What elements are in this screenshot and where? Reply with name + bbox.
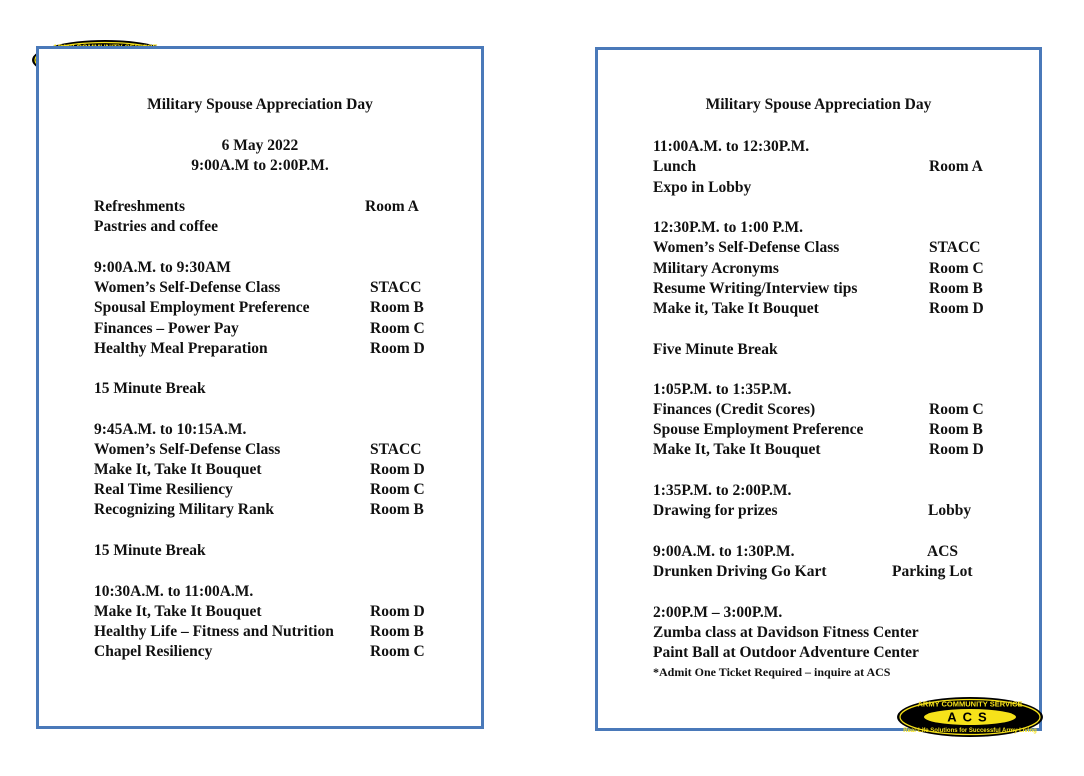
session-room: Room D [370,340,425,357]
session-room: Room D [929,300,984,317]
session-room: Room C [370,481,425,498]
session-name: Chapel Resiliency [94,643,213,660]
time-slot: 11:00A.M. to 12:30P.M. [653,138,810,155]
session-name: Finances – Power Pay [94,320,239,337]
session-room: Room B [370,623,424,640]
time-slot: 9:45A.M. to 10:15A.M. [94,421,247,438]
logo-bottom-text: Real-Life Solutions for Successful Army Living [903,728,1037,734]
schedule-page-left [36,46,484,729]
time-slot: 10:30A.M. to 11:00A.M. [94,583,254,600]
time-slot: 9:00A.M. to 1:30P.M. [653,543,795,560]
logo-main-text: ACS [947,709,993,725]
session-room: ACS [927,543,959,560]
time-slot: 1:05P.M. to 1:35P.M. [653,381,792,398]
event-date: 6 May 2022 [221,137,299,154]
page-title: Military Spouse Appreciation Day [147,96,373,113]
refreshments-detail: Pastries and coffee [94,218,218,235]
session-name: Lunch [653,158,697,175]
break-label: 15 Minute Break [94,542,206,559]
session-name: Military Acronyms [653,260,779,277]
session-room: Room D [929,441,984,458]
session-name: Make it, Take It Bouquet [653,300,819,317]
session-room: STACC [370,279,422,296]
session-room: STACC [929,239,981,256]
session-room: Room D [370,603,425,620]
session-name: Spousal Employment Preference [94,299,310,316]
session-name: Drawing for prizes [653,502,778,519]
session-name: Make It, Take It Bouquet [94,461,262,478]
session-room: Room D [370,461,425,478]
event-hours: 9:00A.M to 2:00P.M. [191,157,329,174]
session-room: Room C [929,401,984,418]
schedule-page-right [595,47,1042,731]
session-name: Real Time Resiliency [94,481,233,498]
session-name: Spouse Employment Preference [653,421,864,438]
session-name: Zumba class at Davidson Fitness Center [653,624,919,641]
session-name: Healthy Life – Fitness and Nutrition [94,623,334,640]
refreshments-label: Refreshments [94,198,185,215]
session-room: Room B [370,501,424,518]
session-room: STACC [370,441,422,458]
session-room: Room B [370,299,424,316]
session-name: Expo in Lobby [653,179,752,196]
session-name: Make It, Take It Bouquet [94,603,262,620]
session-name: Women’s Self-Defense Class [653,239,840,256]
acs-logo [896,696,1044,738]
time-slot: 12:30P.M. to 1:00 P.M. [653,219,803,236]
session-room: Room B [929,421,983,438]
session-room: Parking Lot [892,563,973,580]
time-slot: 9:00A.M. to 9:30AM [94,259,231,276]
session-name: Recognizing Military Rank [94,501,274,518]
session-name: Resume Writing/Interview tips [653,280,858,297]
time-slot: 1:35P.M. to 2:00P.M. [653,482,792,499]
session-name: Women’s Self-Defense Class [94,441,281,458]
session-name: Make It, Take It Bouquet [653,441,821,458]
session-name: Paint Ball at Outdoor Adventure Center [653,644,919,661]
session-room: Room C [370,320,425,337]
page-title: Military Spouse Appreciation Day [705,96,932,113]
session-name: Healthy Meal Preparation [94,340,268,357]
logo-top-text: ARMY COMMUNITY SERVICE [917,699,1023,709]
session-room: Room A [929,158,983,175]
session-name: Drunken Driving Go Kart [653,563,827,580]
break-label: 15 Minute Break [94,380,206,397]
refreshments-room: Room A [365,198,419,215]
time-slot: 2:00P.M – 3:00P.M. [653,604,783,621]
session-room: Lobby [928,502,972,519]
session-room: Room C [929,260,984,277]
acs-logo-emblem [896,696,1044,738]
session-name: Finances (Credit Scores) [653,401,816,418]
session-room: Room B [929,280,983,297]
session-room: Room C [370,643,425,660]
break-label: Five Minute Break [653,341,778,358]
ticket-note: *Admit One Ticket Required – inquire at ACS [653,665,891,679]
session-name: Women’s Self-Defense Class [94,279,281,296]
